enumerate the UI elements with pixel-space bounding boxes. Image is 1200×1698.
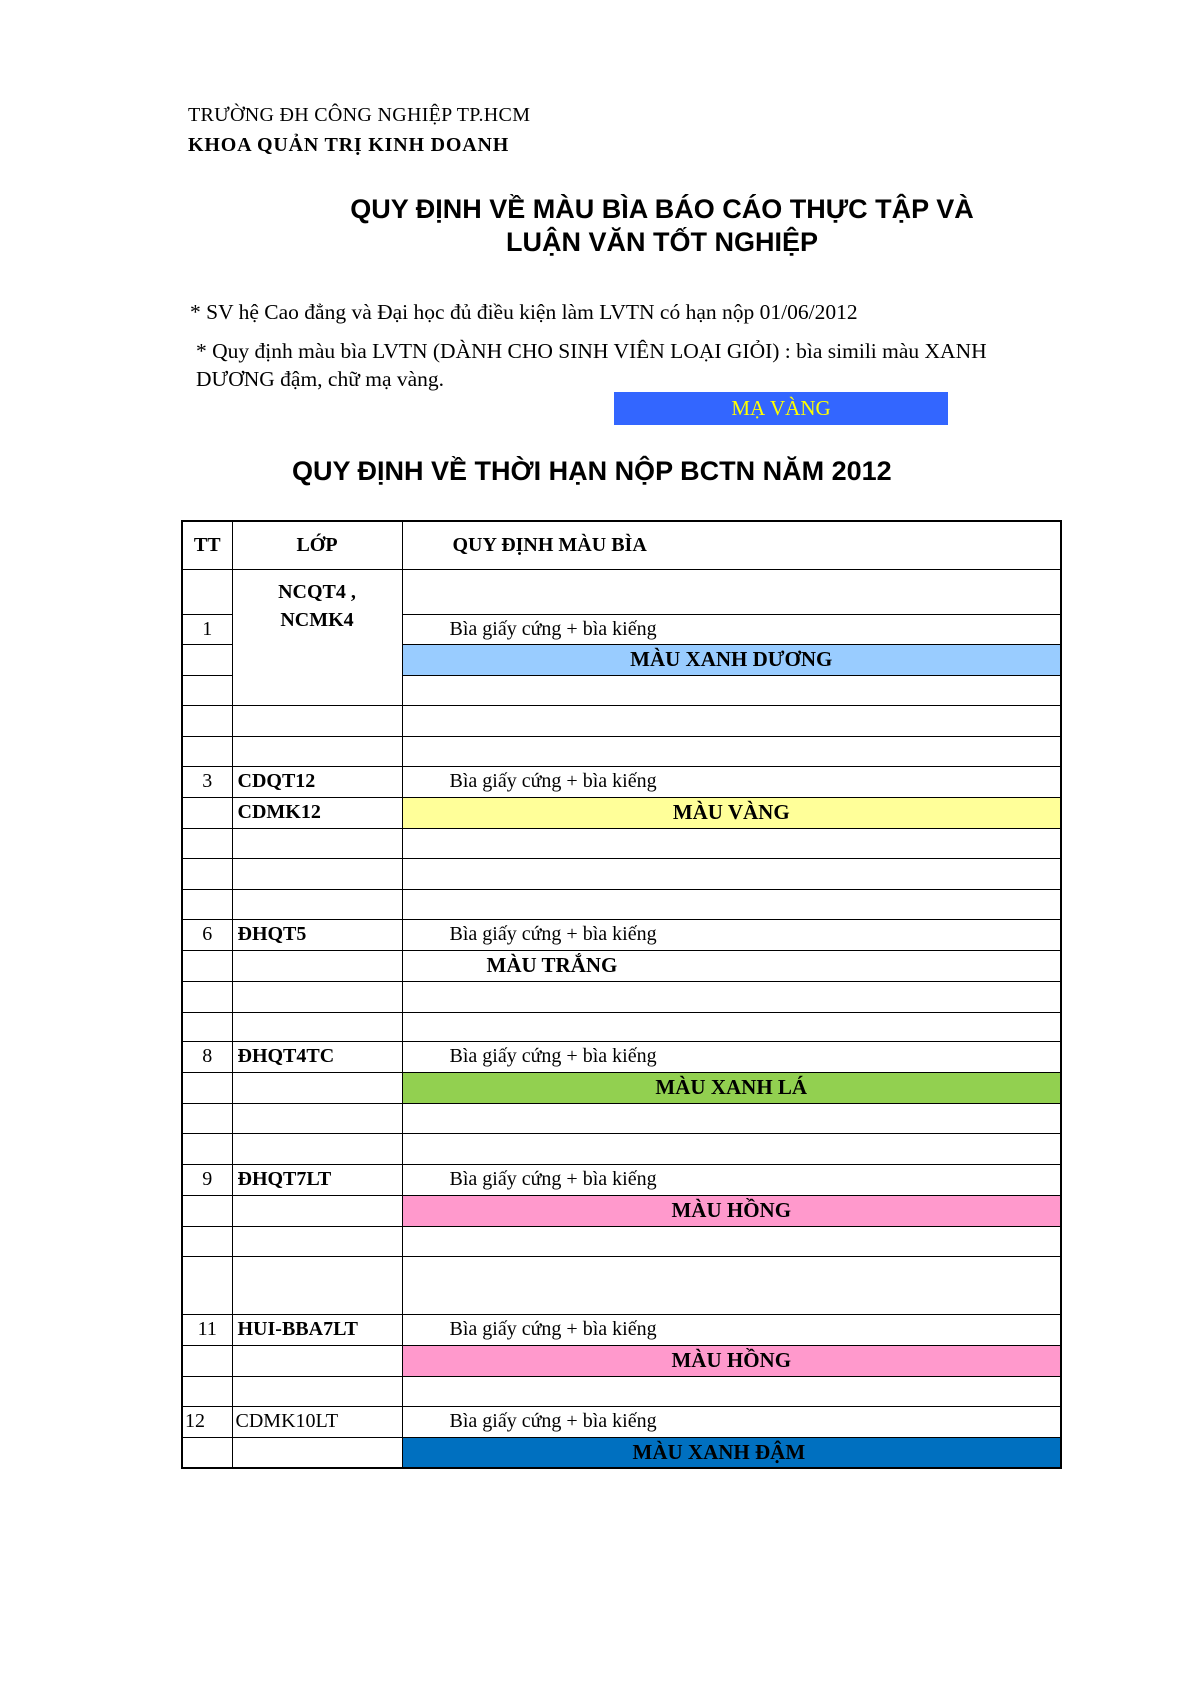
table-row — [182, 1345, 1061, 1376]
table-row — [182, 1164, 1061, 1195]
table-row — [182, 569, 1061, 614]
table-row — [182, 1041, 1061, 1072]
table-row — [182, 828, 1061, 858]
table-row — [182, 1195, 1061, 1226]
cover-rule-text: Bìa giấy cứng + bìa kiếng — [402, 1041, 1061, 1072]
class-ncqt4-ncmk4: NCQT4 , NCMK4 — [232, 569, 402, 705]
table-row — [182, 1133, 1061, 1164]
cover-rule-text: Bìa giấy cứng + bìa kiếng — [402, 766, 1061, 797]
header-tt: TT — [182, 521, 232, 569]
table-row — [182, 1012, 1061, 1041]
color-band-yellow: MÀU VÀNG — [402, 797, 1061, 828]
class-hui-bba7lt: HUI-BBA7LT — [232, 1314, 402, 1345]
cover-rule-text: Bìa giấy cứng + bìa kiếng — [402, 1406, 1061, 1437]
color-band-pink: MÀU HỒNG — [402, 1345, 1061, 1376]
table-row — [182, 705, 1061, 736]
class-dhqt5: ĐHQT5 — [232, 919, 402, 950]
table-row — [182, 919, 1061, 950]
color-band-dark-blue: MÀU XANH ĐẬM — [402, 1437, 1061, 1468]
row-number: 8 — [182, 1041, 232, 1072]
color-band-pink: MÀU HỒNG — [402, 1195, 1061, 1226]
deadline-title: QUY ĐỊNH VỀ THỜI HẠN NỘP BCTN NĂM 2012 — [292, 456, 892, 486]
table-row — [182, 858, 1061, 889]
row-number: 12 — [182, 1406, 232, 1437]
table-row — [182, 1376, 1061, 1406]
class-cdqt12: CDQT12 — [232, 766, 402, 797]
header-lop: LỚP — [232, 521, 402, 569]
table-row — [182, 1314, 1061, 1345]
table-row — [182, 766, 1061, 797]
table-row — [182, 1406, 1061, 1437]
class-cdmk12: CDMK12 — [232, 797, 402, 828]
class-dhqt4tc: ĐHQT4TC — [232, 1041, 402, 1072]
table-row — [182, 1437, 1061, 1468]
class-dhqt7lt: ĐHQT7LT — [232, 1164, 402, 1195]
row-number: 11 — [182, 1314, 232, 1345]
table-row — [182, 981, 1061, 1012]
cover-rule-text: Bìa giấy cứng + bìa kiếng — [402, 1164, 1061, 1195]
table-row — [182, 736, 1061, 766]
note-deadline: * SV hệ Cao đẳng và Đại học đủ điều kiện làm LVTN có hạn nộp 01/06/2012 — [190, 300, 858, 324]
table-header-row — [182, 521, 1061, 569]
faculty-name: KHOA QUẢN TRỊ KINH DOANH — [188, 134, 510, 156]
table-row — [182, 1226, 1061, 1256]
header-rule: QUY ĐỊNH MÀU BÌA — [402, 521, 1061, 569]
class-cdmk10lt: CDMK10LT — [232, 1406, 402, 1437]
table-row — [182, 889, 1061, 919]
row-number: 3 — [182, 766, 232, 797]
table-row — [182, 1103, 1061, 1133]
note-cover-rule: * Quy định màu bìa LVTN (DÀNH CHO SINH VIÊN LOẠI GIỎI) : bìa simili màu XANH DƯƠNG đậm, chữ mạ vàng. — [196, 339, 987, 391]
cover-color-table — [181, 520, 1062, 1469]
cover-rule-text: Bìa giấy cứng + bìa kiếng — [402, 919, 1061, 950]
cover-rule-text: Bìa giấy cứng + bìa kiếng — [402, 614, 1061, 644]
table-row — [182, 1256, 1061, 1314]
cover-rule-text: Bìa giấy cứng + bìa kiếng — [402, 1314, 1061, 1345]
table-row — [182, 1072, 1061, 1103]
color-band-light-blue: MÀU XANH DƯƠNG — [402, 644, 1061, 675]
document-title-line-2: LUẬN VĂN TỐT NGHIỆP — [505, 227, 818, 257]
row-number: 9 — [182, 1164, 232, 1195]
school-name: TRƯỜNG ĐH CÔNG NGHIỆP TP.HCM — [188, 104, 531, 126]
row-number: 6 — [182, 919, 232, 950]
document-title-line-1: QUY ĐỊNH VỀ MÀU BÌA BÁO CÁO THỰC TẬP VÀ — [350, 194, 974, 224]
color-band-white: MÀU TRẮNG — [402, 950, 1061, 981]
table-row — [182, 950, 1061, 981]
color-band-green: MÀU XANH LÁ — [402, 1072, 1061, 1103]
table-row — [182, 797, 1061, 828]
gold-badge: MẠ VÀNG — [614, 392, 948, 425]
row-number: 1 — [182, 614, 232, 644]
